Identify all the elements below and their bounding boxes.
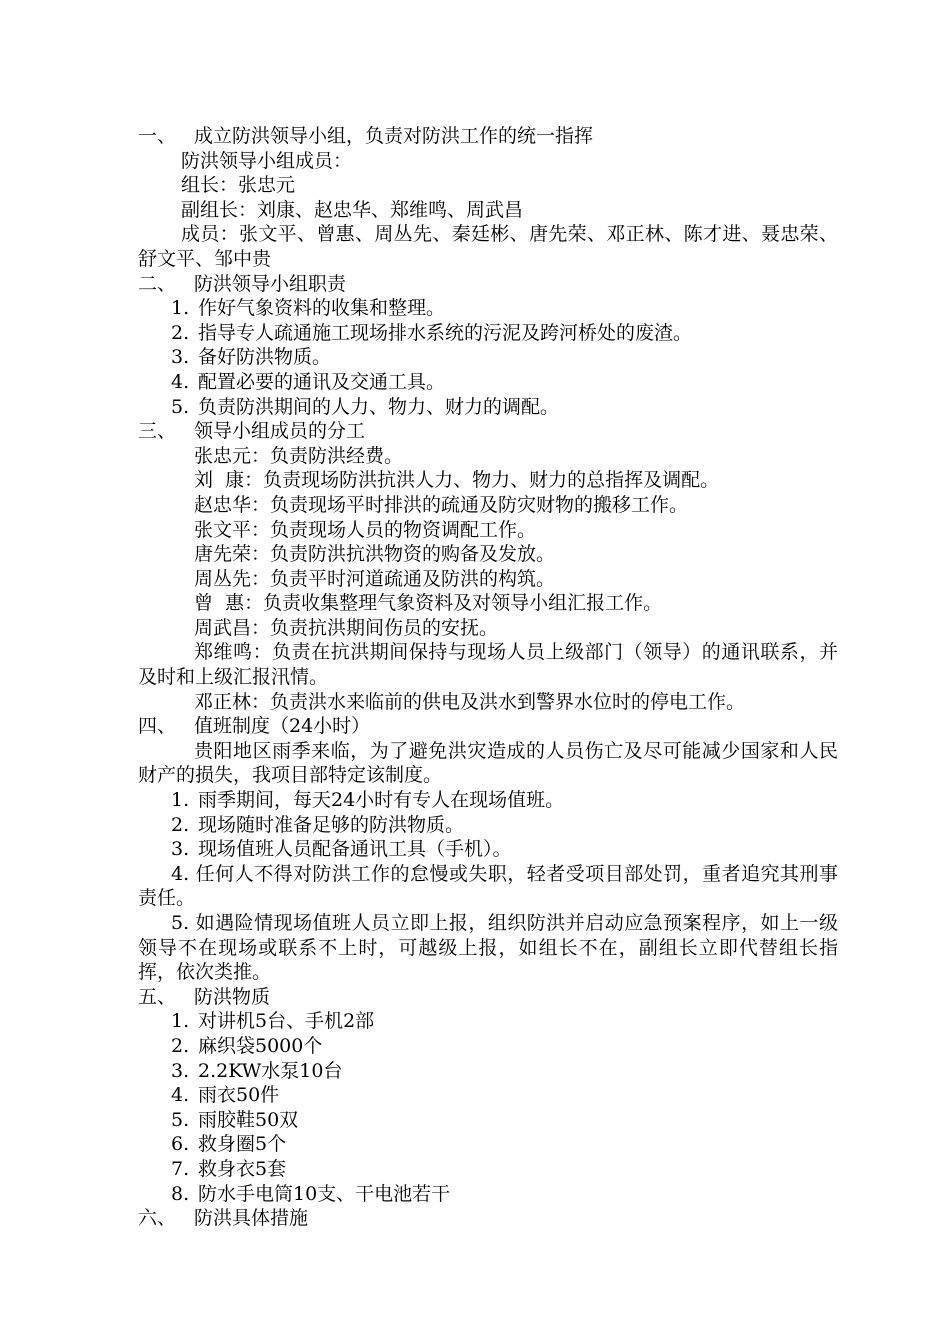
list-item: 4. 配置必要的通讯及交通工具。	[171, 370, 446, 393]
section-4-intro: 贵阳地区雨季来临，为了避免洪灾造成的人员伤亡及尽可能减少国家和人民财产的损失，我项目部特定该制度。	[138, 739, 838, 787]
list-item: 3. 现场值班人员配备通讯工具（手机）。	[171, 838, 512, 861]
list-item: 3. 2.2KW水泵10台	[171, 1059, 343, 1082]
list-item: 1. 对讲机5台、手机2部	[171, 1010, 375, 1033]
section-3-heading: 三、 领导小组成员的分工	[138, 420, 366, 443]
section-1-heading: 一、 成立防洪领导小组，负责对防洪工作的统一指挥	[138, 125, 594, 147]
duty-line: 周丛先：负责平时河道疏通及防洪的构筑。	[194, 567, 556, 590]
list-item: 4. 雨衣50件	[171, 1084, 280, 1107]
document-page	[138, 124, 838, 1231]
duty-line: 赵忠华：负责现场平时排洪的疏通及防灾财物的搬移工作。	[194, 493, 689, 516]
section-2-heading: 二、 防洪领导小组职责	[138, 272, 347, 295]
section-6-heading: 六、 防洪具体措施	[138, 1207, 309, 1230]
list-item: 3. 备好防洪物质。	[171, 346, 332, 369]
list-item: 6. 救身圈5个	[171, 1133, 287, 1156]
duty-line: 张文平：负责现场人员的物资调配工作。	[194, 518, 537, 541]
duty-line: 张忠元：负责防洪经费。	[194, 444, 404, 467]
deputy-line: 副组长：刘康、赵忠华、郑维鸣、周武昌	[181, 198, 524, 221]
section-5-heading: 五、 防洪物质	[138, 985, 271, 1008]
duty-line: 邓正林：负责洪水来临前的供电及洪水到警界水位时的停电工作。	[194, 690, 746, 713]
list-item: 2. 指导专人疏通施工现场排水系统的污泥及跨河桥处的废渣。	[171, 321, 693, 344]
list-item: 5. 如遇险情现场值班人员立即上报，组织防洪并启动应急预案程序，如上一级领导不在现场或联系不上时，可越级上报，如组长不在，副组长立即代替组长指挥，依次类推。	[138, 912, 838, 984]
list-item: 4. 任何人不得对防洪工作的怠慢或失职，轻者受项目部处罚，重者追究其刑事责任。	[138, 862, 838, 910]
duty-line: 曾 惠：负责收集整理气象资料及对领导小组汇报工作。	[194, 592, 663, 615]
list-item: 7. 救身衣5套	[171, 1157, 287, 1180]
duty-line: 郑维鸣：负责在抗洪期间保持与现场人员上级部门（领导）的通讯联系，并及时和上级汇报汛情。	[138, 641, 838, 689]
list-item: 1. 雨季期间，每天24小时有专人在现场值班。	[171, 789, 565, 812]
members-label: 防洪领导小组成员：	[181, 149, 353, 172]
section-4-heading: 四、 值班制度（24小时）	[138, 715, 371, 738]
duty-line: 周武昌：负责抗洪期间伤员的安抚。	[194, 616, 499, 639]
list-item: 2. 现场随时准备足够的防洪物质。	[171, 813, 465, 836]
leader-line: 组长：张忠元	[181, 174, 296, 197]
list-item: 5. 雨胶鞋50双	[171, 1108, 299, 1131]
list-item: 5. 负责防洪期间的人力、物力、财力的调配。	[171, 395, 560, 418]
members-line: 成员：张文平、曾惠、周丛先、秦廷彬、唐先荣、邓正林、陈才进、聂忠荣、舒文平、邹中贵	[138, 223, 838, 270]
duty-line: 刘 康：负责现场防洪抗洪人力、物力、财力的总指挥及调配。	[194, 469, 720, 492]
list-item: 2. 麻织袋5000个	[171, 1034, 323, 1057]
list-item: 1. 作好气象资料的收集和整理。	[171, 297, 446, 320]
list-item: 8. 防水手电筒10支、干电池若干	[171, 1182, 451, 1205]
duty-line: 唐先荣：负责防洪抗洪物资的购备及发放。	[194, 543, 556, 566]
